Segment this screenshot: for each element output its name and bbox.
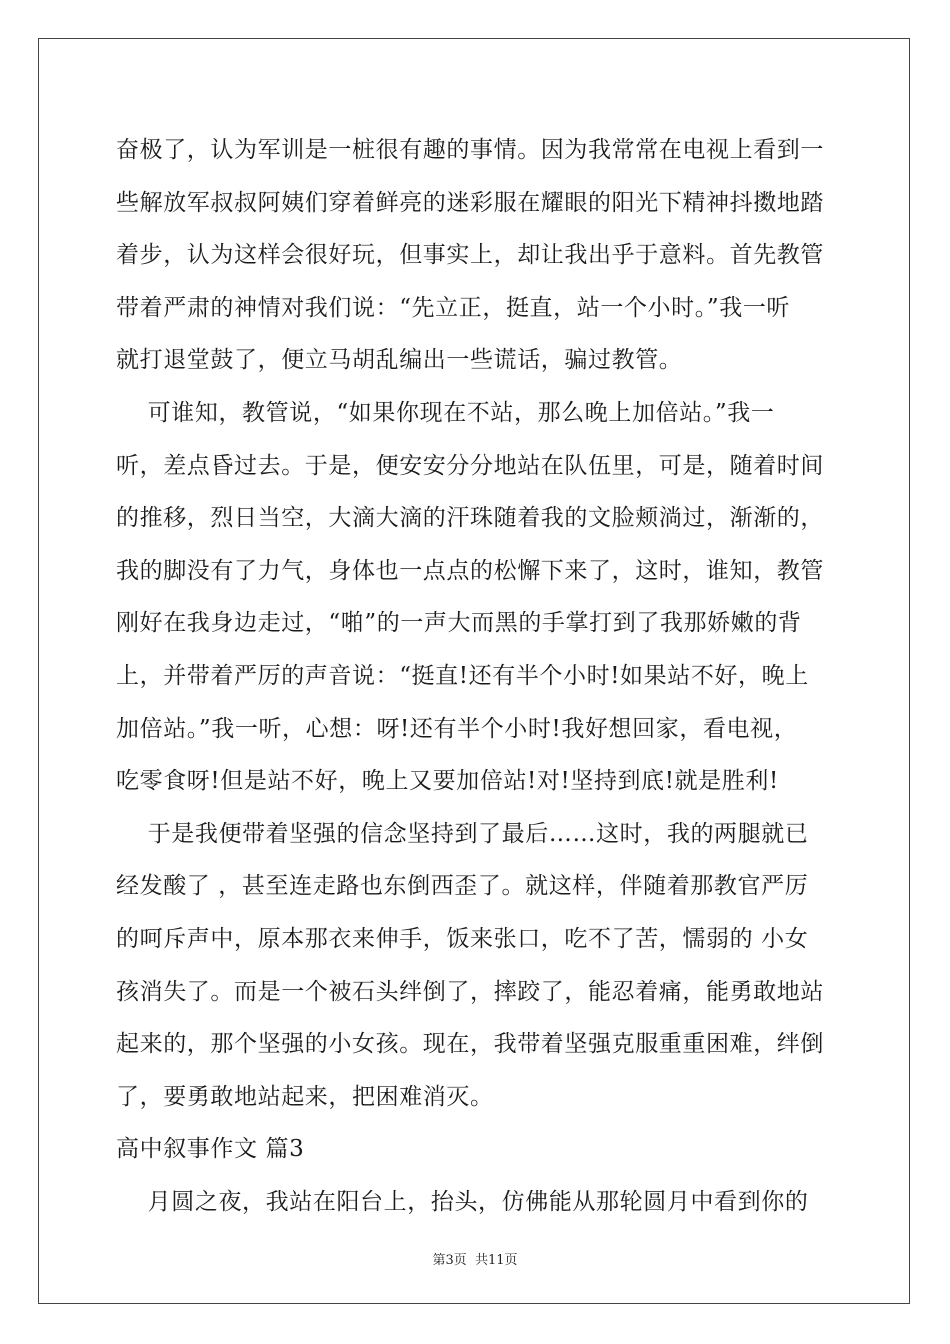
text-line: 刚好在我身边走过，“啪”的一声大而黑的手掌打到了我那娇嫩的背 — [116, 610, 802, 637]
text-line: 带着严肃的神情对我们说：“先立正，挺直，站一个小时。”我一听 — [116, 294, 791, 321]
text-line: 可谁知，教管说，“如果你现在不站，那么晚上加倍站。”我一 — [116, 399, 775, 426]
text-line: 我的脚没有了力气，身体也一点点的松懈下来了，这时，谁知，教管 — [116, 557, 824, 584]
text-line: 的推移，烈日当空，大滴大滴的汗珠随着我的文脸颊淌过，渐渐的， — [116, 505, 824, 532]
document-body — [116, 124, 836, 1228]
text-line: 经发酸了 ，甚至连走路也东倒西歪了。就这样，伴随着那教官严厉 — [116, 873, 809, 900]
text-line: 月圆之夜，我站在阳台上，抬头，仿佛能从那轮圆月中看到你的 — [116, 1188, 809, 1215]
page-number-footer: 第3页 共11页 — [432, 1253, 518, 1268]
text-line: 着步，认为这样会很好玩，但事实上，却让我出乎于意料。首先教管 — [116, 242, 824, 269]
text-line: 听，差点昏过去。于是，便安安分分地站在队伍里，可是，随着时间 — [116, 452, 824, 479]
text-line: 加倍站。”我一听，心想：呀!还有半个小时!我好想回家，看电视， — [116, 715, 798, 742]
text-line: 于是我便带着坚强的信念坚持到了最后……这时，我的两腿就已 — [116, 820, 809, 847]
text-line: 奋极了，认为军训是一桩很有趣的事情。因为我常常在电视上看到一 — [116, 137, 824, 163]
section-heading: 高中叙事作文 篇3 — [116, 1136, 305, 1163]
text-line: 了，要勇敢地站起来，把困难消灭。 — [116, 1083, 494, 1110]
text-line: 孩消失了。而是一个被石头绊倒了，摔跤了，能忍着痛，能勇敢地站 — [116, 978, 824, 1005]
text-line: 上，并带着严厉的声音说：“挺直!还有半个小时!如果站不好，晚上 — [116, 662, 809, 689]
text-line: 吃零食呀!但是站不好，晚上又要加倍站!对!坚持到底!就是胜利! — [116, 768, 779, 795]
text-line: 的呵斥声中，原本那衣来伸手，饭来张口，吃不了苦，懦弱的 小女 — [116, 925, 809, 952]
text-line: 些解放军叔叔阿姨们穿着鲜亮的迷彩服在耀眼的阳光下精神抖擞地踏 — [116, 189, 824, 216]
text-line: 起来的，那个坚强的小女孩。现在，我带着坚强克服重重困难，绊倒 — [116, 1031, 824, 1058]
text-line: 就打退堂鼓了，便立马胡乱编出一些谎话，骗过教管。 — [116, 347, 683, 374]
